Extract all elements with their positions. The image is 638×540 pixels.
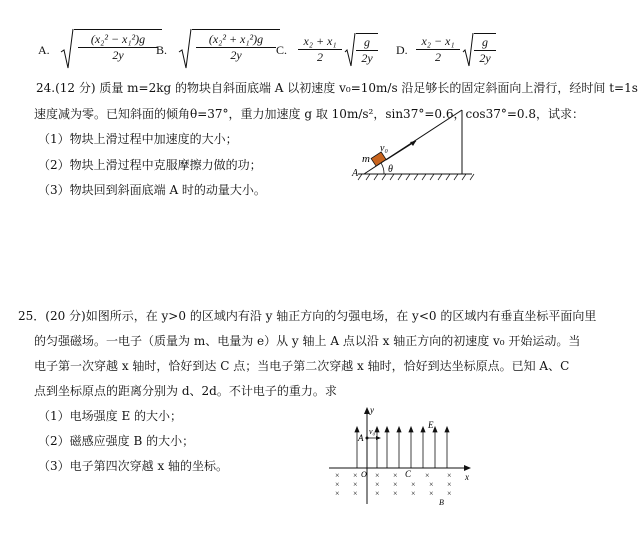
- option-b-denominator: 2y: [230, 48, 242, 62]
- svg-text:×: ×: [447, 489, 452, 498]
- v0-label: v₀: [369, 427, 376, 436]
- option-c-numerator: x₂ + x₁: [298, 34, 342, 50]
- magnetic-field-crosses: [335, 471, 452, 498]
- origin-label: O: [361, 470, 367, 479]
- q25-line4: 点到坐标原点的距离分别为 d、2d。不计电子的重力。求: [34, 384, 337, 398]
- radical-sign-icon: [462, 32, 474, 68]
- option-a-denominator: 2y: [112, 48, 124, 62]
- radical-sign-icon: [60, 28, 74, 70]
- svg-text:×: ×: [393, 480, 398, 489]
- option-d-denominator: 2: [435, 50, 441, 64]
- svg-text:×: ×: [393, 489, 398, 498]
- option-b-numerator: (x₂² + x₁²)g: [196, 32, 276, 48]
- option-a-letter: A.: [38, 43, 50, 57]
- svg-text:×: ×: [447, 471, 452, 480]
- svg-text:×: ×: [353, 489, 358, 498]
- radical-sign-icon: [344, 32, 356, 68]
- svg-text:×: ×: [425, 471, 430, 480]
- svg-text:×: ×: [375, 471, 380, 480]
- svg-text:×: ×: [335, 489, 340, 498]
- q25-field-diagram: [325, 404, 475, 508]
- q25-line3: 电子第一次穿越 x 轴时，恰好到达 C 点；当电子第二次穿越 x 轴时，恰好到达坐标原点。已知 A、C: [34, 359, 570, 373]
- svg-text:×: ×: [353, 471, 358, 480]
- point-a-label: A: [358, 433, 364, 443]
- q25-line1: 25．(20 分)如图所示，在 y>0 的区域内有沿 y 轴正方向的匀强电场，在 y<0 的区域内有垂直坐标平面向里: [18, 309, 597, 323]
- svg-text:×: ×: [393, 471, 398, 480]
- svg-text:×: ×: [335, 471, 340, 480]
- v0-label: v₀: [380, 143, 388, 154]
- option-d-numerator: x₂ − x₁: [416, 34, 460, 50]
- svg-text:×: ×: [447, 480, 452, 489]
- option-a-numerator: (x₂² − x₁²)g: [78, 32, 158, 48]
- svg-text:×: ×: [335, 480, 340, 489]
- option-d-letter: D.: [396, 43, 408, 57]
- x-axis-label: x: [465, 472, 469, 482]
- option-d-fraction: [416, 34, 460, 65]
- q24-sub3: （3）物块回到斜面底端 A 时的动量大小。: [38, 183, 266, 197]
- svg-text:×: ×: [375, 489, 380, 498]
- options-row: [0, 28, 562, 72]
- option-c-denominator: 2: [317, 50, 323, 64]
- q25-sub3: （3）电子第四次穿越 x 轴的坐标。: [38, 459, 229, 473]
- q24-incline-diagram: [350, 104, 480, 184]
- option-c-radicand: $\frac{g}{2y}$: [356, 35, 378, 66]
- block-icon: [371, 152, 386, 166]
- point-a-label: A: [352, 168, 359, 179]
- q24-sub1: （1）物块上滑过程中加速度的大小；: [38, 132, 238, 146]
- option-b-fraction: [196, 32, 276, 63]
- option-c-letter: C.: [276, 43, 288, 57]
- y-axis-label: y: [370, 405, 374, 415]
- svg-text:×: ×: [429, 480, 434, 489]
- point-c-label: C: [405, 469, 412, 479]
- q24-line1: 24.(12 分) 质量 m=2kg 的物块自斜面底端 A 以初速度 v₀=10m/s 沿足够长的固定斜面向上滑行，经时间 t=1s: [36, 81, 638, 95]
- q24-sub2: （2）物块上滑过程中克服摩擦力做的功；: [38, 158, 262, 172]
- option-a-fraction: [78, 32, 158, 63]
- q25-sub2: （2）磁感应强度 B 的大小；: [38, 434, 195, 448]
- option-c-fraction: [298, 34, 342, 65]
- svg-text:×: ×: [429, 489, 434, 498]
- option-b-letter: B.: [156, 43, 168, 57]
- e-field-label: E: [428, 420, 434, 430]
- svg-text:×: ×: [411, 480, 416, 489]
- q25-line2: 的匀强磁场。一电子（质量为 m、电量为 e）从 y 轴上 A 点以沿 x 轴正方向的初速度 v₀ 开始运动。当: [34, 334, 581, 348]
- svg-text:×: ×: [353, 480, 358, 489]
- theta-label: θ: [388, 164, 393, 175]
- option-d-radicand: $\frac{g}{2y}$: [474, 35, 496, 66]
- b-field-label: B: [439, 498, 444, 507]
- svg-text:×: ×: [375, 480, 380, 489]
- q24-line2: 速度减为零。已知斜面的倾角θ=37°，重力加速度 g 取 10m/s²，sin37°=0.6，cos37°=0.8，试求：: [34, 107, 584, 121]
- q25-sub1: （1）电场强度 E 的大小；: [38, 409, 183, 423]
- svg-text:×: ×: [411, 489, 416, 498]
- mass-label: m: [362, 153, 370, 165]
- radical-sign-icon: [178, 28, 192, 70]
